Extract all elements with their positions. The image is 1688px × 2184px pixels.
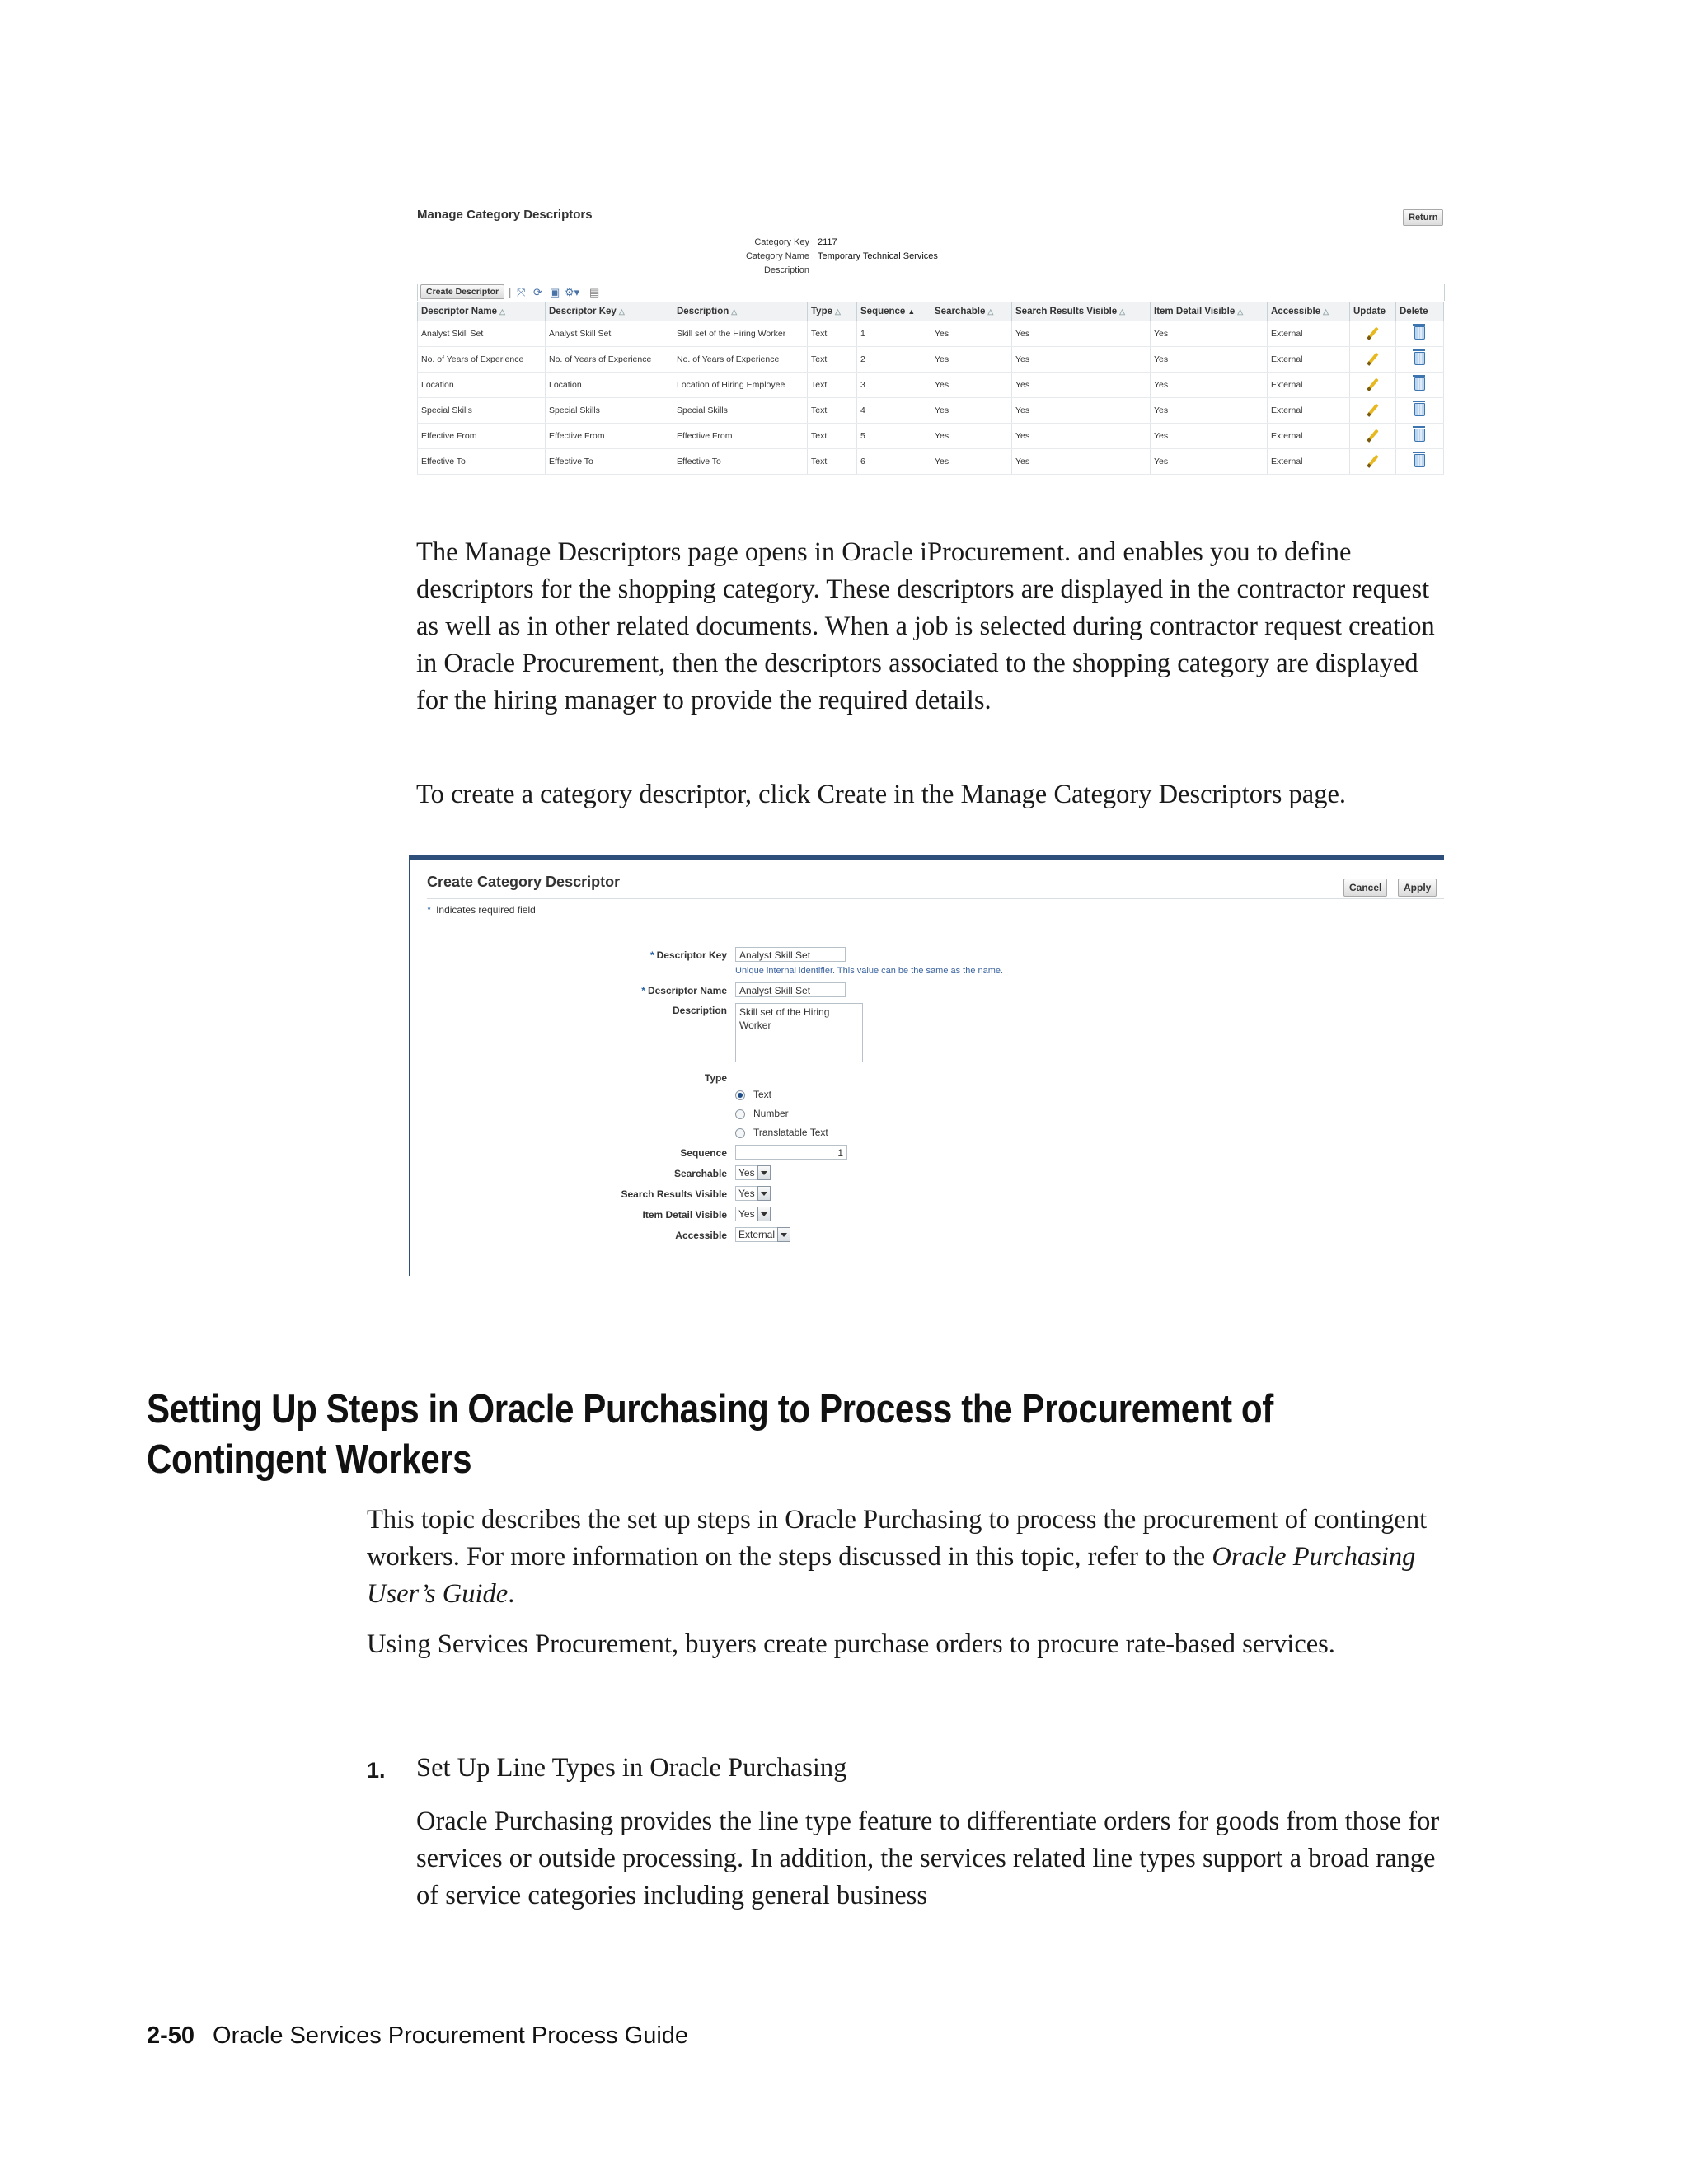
pencil-icon[interactable] (1367, 403, 1380, 416)
type-option-translatable-text: Translatable Text (753, 1127, 828, 1138)
create-descriptor-button[interactable]: Create Descriptor (420, 284, 504, 299)
col-update: Update (1350, 302, 1396, 321)
create-descriptor-screenshot (409, 855, 1444, 1276)
cell-accessible: External (1268, 449, 1350, 475)
paragraph-services-procurement: Using Services Procurement, buyers create purchase orders to procure rate-based services. (367, 1629, 1335, 1659)
cell-sequence: 5 (857, 424, 931, 449)
cell-accessible: External (1268, 373, 1350, 398)
left-accent-bar (409, 855, 410, 1276)
descriptors-table (417, 302, 1444, 475)
cell-key: Effective From (546, 424, 673, 449)
category-name-value: Temporary Technical Services (818, 251, 938, 261)
step-number: 1. (367, 1758, 386, 1783)
cell-description: Effective To (673, 449, 808, 475)
paragraph-line-types: Oracle Purchasing provides the line type feature to differentiate orders for goods from those for services or outside processing. In addition, the services related line types support a broad range of service categories including general business (416, 1807, 1440, 1910)
category-key-label: Category Key (754, 237, 809, 247)
table-row (418, 398, 1444, 424)
separator-icon: | (509, 286, 512, 298)
pencil-icon[interactable] (1367, 352, 1380, 365)
cell-detail-visible: Yes (1151, 321, 1268, 347)
sequence-input[interactable]: 1 (735, 1145, 847, 1160)
trash-icon[interactable] (1414, 377, 1425, 391)
cell-name: Location (418, 373, 546, 398)
accessible-label: Accessible (675, 1230, 727, 1241)
cell-update (1350, 424, 1396, 449)
item-detail-visible-label: Item Detail Visible (642, 1209, 727, 1221)
type-label: Type (704, 1072, 727, 1084)
cell-key: No. of Years of Experience (546, 347, 673, 373)
pencil-icon[interactable] (1367, 429, 1380, 442)
cell-delete (1396, 398, 1444, 424)
col-type[interactable]: Type △ (808, 302, 857, 321)
cell-accessible: External (1268, 398, 1350, 424)
description-label: Description (672, 1005, 727, 1016)
cell-sequence: 3 (857, 373, 931, 398)
cell-type: Text (808, 347, 857, 373)
required-star-icon: * (427, 903, 432, 916)
col-searchable[interactable]: Searchable △ (931, 302, 1012, 321)
cell-delete (1396, 424, 1444, 449)
cell-update (1350, 347, 1396, 373)
descriptor-name-label: * Descriptor Name (641, 985, 727, 996)
cell-key: Effective To (546, 449, 673, 475)
cell-results-visible: Yes (1012, 398, 1151, 424)
cell-results-visible: Yes (1012, 321, 1151, 347)
gear-icon[interactable]: ⚙▾ (565, 286, 580, 298)
cell-name: Effective From (418, 424, 546, 449)
cell-results-visible: Yes (1012, 347, 1151, 373)
title-divider (427, 898, 1444, 899)
cell-type: Text (808, 449, 857, 475)
col-descriptor-key[interactable]: Descriptor Key △ (546, 302, 673, 321)
cell-update (1350, 373, 1396, 398)
chevron-down-icon[interactable] (757, 1207, 771, 1221)
cell-update (1350, 398, 1396, 424)
trash-icon[interactable] (1414, 429, 1425, 442)
type-radio-text[interactable] (735, 1090, 745, 1100)
section-heading: Setting Up Steps in Oracle Purchasing to Process the Procurement of Contingent Workers (147, 1387, 1273, 1482)
paragraph-create-instruction: To create a category descriptor, click Create in the Manage Category Descriptors page. (416, 780, 1347, 809)
cell-name: No. of Years of Experience (418, 347, 546, 373)
detach-icon[interactable]: ⤧ (517, 286, 526, 298)
cell-type: Text (808, 398, 857, 424)
cell-sequence: 1 (857, 321, 931, 347)
cell-searchable: Yes (931, 347, 1012, 373)
table-row (418, 449, 1444, 475)
cell-results-visible: Yes (1012, 449, 1151, 475)
freeze-icon[interactable]: ▤ (589, 286, 600, 298)
create-descriptor-title: Create Category Descriptor (427, 874, 621, 890)
table-row (418, 373, 1444, 398)
searchable-label: Searchable (673, 1168, 727, 1179)
pencil-icon[interactable] (1367, 377, 1380, 391)
cell-results-visible: Yes (1012, 424, 1151, 449)
cell-sequence: 4 (857, 398, 931, 424)
cell-accessible: External (1268, 424, 1350, 449)
cell-description: Skill set of the Hiring Worker (673, 321, 808, 347)
cell-searchable: Yes (931, 424, 1012, 449)
chevron-down-icon[interactable] (777, 1227, 790, 1242)
category-name-label: Category Name (745, 251, 809, 261)
type-radio-translatable-text[interactable] (735, 1128, 745, 1138)
search-results-visible-label: Search Results Visible (621, 1188, 727, 1200)
manage-descriptors-screenshot (417, 204, 1443, 485)
return-button[interactable]: Return (1403, 209, 1443, 226)
cell-detail-visible: Yes (1151, 449, 1268, 475)
step-title: Set Up Line Types in Oracle Purchasing (416, 1753, 847, 1783)
cell-detail-visible: Yes (1151, 373, 1268, 398)
category-description-label: Description (763, 265, 809, 275)
cell-description: Effective From (673, 424, 808, 449)
cell-searchable: Yes (931, 449, 1012, 475)
col-sequence[interactable]: Sequence ▲ (857, 302, 931, 321)
cell-description: Location of Hiring Employee (673, 373, 808, 398)
cell-searchable: Yes (931, 373, 1012, 398)
cell-accessible: External (1268, 321, 1350, 347)
table-row (418, 321, 1444, 347)
pencil-icon[interactable] (1367, 326, 1380, 340)
manage-descriptors-title: Manage Category Descriptors (417, 208, 593, 222)
wrap-icon[interactable]: ▣ (550, 286, 560, 298)
table-row (418, 347, 1444, 373)
cell-searchable: Yes (931, 321, 1012, 347)
cell-description: No. of Years of Experience (673, 347, 808, 373)
trash-icon[interactable] (1414, 352, 1425, 365)
cell-sequence: 6 (857, 449, 931, 475)
item-detail-visible-select[interactable]: Yes (735, 1207, 771, 1221)
cell-detail-visible: Yes (1151, 347, 1268, 373)
cell-key: Analyst Skill Set (546, 321, 673, 347)
sequence-label: Sequence (680, 1147, 727, 1159)
guide-title: Oracle Services Procurement Process Guide (213, 2022, 689, 2049)
page-footer (147, 2022, 688, 2050)
required-note: * Indicates required field (427, 903, 536, 916)
page-number: 2-50 (147, 2022, 195, 2049)
apply-button[interactable]: Apply (1398, 879, 1437, 897)
col-delete: Delete (1396, 302, 1444, 321)
cell-detail-visible: Yes (1151, 424, 1268, 449)
accessible-select[interactable]: External (735, 1227, 790, 1242)
refresh-icon[interactable]: ⟳ (533, 286, 542, 298)
cell-detail-visible: Yes (1151, 398, 1268, 424)
col-description[interactable]: Description △ (673, 302, 808, 321)
cell-key: Special Skills (546, 398, 673, 424)
cell-name: Effective To (418, 449, 546, 475)
table-header-row (418, 302, 1444, 321)
cell-accessible: External (1268, 347, 1350, 373)
cell-update (1350, 321, 1396, 347)
cell-delete (1396, 321, 1444, 347)
type-radio-number[interactable] (735, 1109, 745, 1119)
cell-type: Text (808, 424, 857, 449)
descriptor-key-label: * Descriptor Key (649, 949, 727, 961)
paragraph-topic-intro: This topic describes the set up steps in Oracle Purchasing to process the procurement of contingent workers. For more information on the steps discussed in this topic, refer to the Oracle Purchasing User’s Guide. (367, 1505, 1428, 1609)
search-results-visible-select[interactable]: Yes (735, 1186, 771, 1201)
cell-name: Analyst Skill Set (418, 321, 546, 347)
col-item-detail-visible[interactable]: Item Detail Visible △ (1151, 302, 1268, 321)
cell-key: Location (546, 373, 673, 398)
cell-name: Special Skills (418, 398, 546, 424)
type-option-number: Number (753, 1108, 789, 1119)
paragraph-manage-descriptors: The Manage Descriptors page opens in Oracle iProcurement. and enables you to define descriptors for the shopping category. These descriptors are displayed in the contractor request as well as in other related documents. When a job is selected during contractor request creation in Oracle Procurement, then the descriptors associated to the shopping category are displayed for the hiring manager to provide the required details. (416, 537, 1435, 715)
cell-type: Text (808, 321, 857, 347)
cell-delete (1396, 347, 1444, 373)
col-accessible[interactable]: Accessible △ (1268, 302, 1350, 321)
table-row (418, 424, 1444, 449)
trash-icon[interactable] (1414, 326, 1425, 340)
cancel-button[interactable]: Cancel (1343, 879, 1387, 897)
description-textarea[interactable]: Skill set of the Hiring Worker (735, 1003, 863, 1062)
trash-icon[interactable] (1414, 454, 1425, 467)
table-toolbar (417, 284, 1445, 301)
category-key-value: 2117 (818, 237, 837, 247)
col-descriptor-name[interactable]: Descriptor Name △ (418, 302, 546, 321)
trash-icon[interactable] (1414, 403, 1425, 416)
pencil-icon[interactable] (1367, 454, 1380, 467)
guide-title-italic: Oracle Purchasing User’s Guide (367, 1542, 1416, 1609)
cell-description: Special Skills (673, 398, 808, 424)
cell-results-visible: Yes (1012, 373, 1151, 398)
cell-sequence: 2 (857, 347, 931, 373)
descriptor-key-hint: Unique internal identifier. This value can be the same as the name. (735, 966, 1004, 976)
top-accent-bar (409, 855, 1444, 860)
cell-searchable: Yes (931, 398, 1012, 424)
table-body (418, 321, 1444, 475)
descriptor-name-input[interactable]: Analyst Skill Set (735, 982, 846, 997)
searchable-select[interactable]: Yes (735, 1165, 771, 1180)
chevron-down-icon[interactable] (757, 1186, 771, 1201)
cell-delete (1396, 373, 1444, 398)
col-search-results-visible[interactable]: Search Results Visible △ (1012, 302, 1151, 321)
cell-update (1350, 449, 1396, 475)
cell-type: Text (808, 373, 857, 398)
descriptor-key-input[interactable]: Analyst Skill Set (735, 947, 846, 962)
chevron-down-icon[interactable] (757, 1165, 771, 1180)
type-option-text: Text (753, 1089, 772, 1100)
cell-delete (1396, 449, 1444, 475)
